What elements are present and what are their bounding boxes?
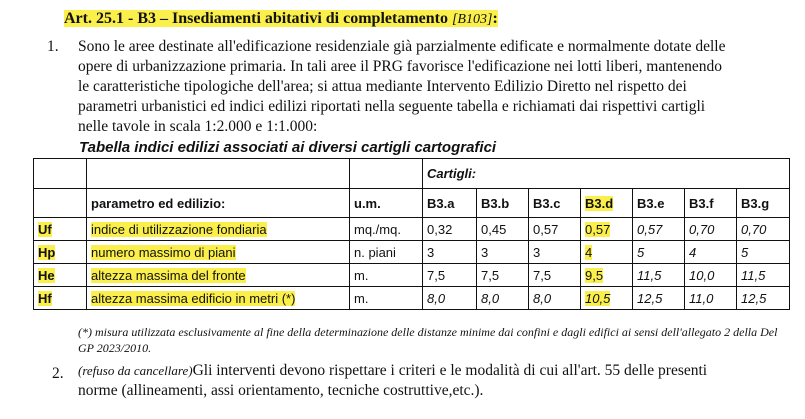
row-value: 12,5 bbox=[737, 287, 790, 310]
article-heading-text: Art. 25.1 - B3 – Insediamenti abitativi di completamento bbox=[64, 10, 448, 27]
row-value: 0,32 bbox=[423, 218, 477, 241]
paragraph-line: nelle tavole in scala 1:2.000 e 1:1.000: bbox=[78, 118, 318, 135]
row-value-highlight: 0,57 bbox=[585, 221, 611, 237]
row-value: 7,5 bbox=[529, 264, 581, 287]
column-header-row bbox=[34, 189, 790, 218]
column-header-b3-b: B3.b bbox=[477, 189, 529, 218]
row-value: 11,0 bbox=[685, 287, 737, 310]
row-unit: m. bbox=[350, 264, 423, 287]
table-row bbox=[34, 218, 790, 241]
table-row bbox=[34, 287, 790, 310]
row-value: 0,57 bbox=[529, 218, 581, 241]
paragraph-line: opere di urbanizzazione primaria. In tali aree il PRG favorisce l'edificazione nei lotti liberi, mantenendo bbox=[78, 58, 723, 75]
row-value-highlight: 10,5 bbox=[585, 290, 611, 306]
row-symbol-highlight: He bbox=[38, 267, 55, 283]
empty-cell bbox=[87, 159, 350, 189]
row-parameter bbox=[87, 241, 350, 264]
article-code: [B103] bbox=[451, 12, 493, 27]
column-header-b3-a: B3.a bbox=[423, 189, 477, 218]
column-header-b3-f: B3.f bbox=[685, 189, 737, 218]
row-parameter-highlight: indice di utilizzazione fondiaria bbox=[91, 221, 267, 237]
table-row bbox=[34, 264, 790, 287]
row-symbol bbox=[34, 241, 87, 264]
column-header-b3-e: B3.e bbox=[633, 189, 685, 218]
row-value: 8,0 bbox=[477, 287, 529, 310]
row-value bbox=[581, 287, 633, 310]
row-symbol bbox=[34, 218, 87, 241]
paragraph-2 bbox=[78, 361, 790, 401]
row-value-highlight: 4 bbox=[585, 244, 593, 260]
table-row bbox=[34, 241, 790, 264]
row-unit: m. bbox=[350, 287, 423, 310]
article-heading bbox=[64, 10, 498, 28]
column-header-b3-c: B3.c bbox=[529, 189, 581, 218]
highlighted-column-label: B3.d bbox=[585, 195, 614, 211]
row-parameter-highlight: altezza massima edificio in metri (*) bbox=[91, 290, 296, 306]
param-header: parametro ed edilizio: bbox=[87, 189, 350, 218]
row-parameter bbox=[87, 264, 350, 287]
paragraph-line: Sono le aree destinate all'edificazione residenziale già parzialmente edificate e normalmente dotate delle bbox=[78, 38, 726, 55]
column-header-b3-g: B3.g bbox=[737, 189, 790, 218]
column-header-b3-d bbox=[581, 189, 633, 218]
row-value: 8,0 bbox=[423, 287, 477, 310]
cartigli-header: Cartigli: bbox=[423, 159, 790, 189]
row-value: 10,0 bbox=[685, 264, 737, 287]
row-value: 7,5 bbox=[477, 264, 529, 287]
paragraph-line: parametri urbanistici ed indici edilizi riportati nella seguente tabella e richiamati dai rispettivi cartigli bbox=[78, 98, 706, 115]
row-value: 5 bbox=[737, 241, 790, 264]
row-value: 0,45 bbox=[477, 218, 529, 241]
row-unit: mq./mq. bbox=[350, 218, 423, 241]
indices-table bbox=[33, 158, 790, 310]
row-value: 7,5 bbox=[423, 264, 477, 287]
paragraph-number: 2. bbox=[52, 365, 64, 382]
row-symbol-highlight: Hf bbox=[38, 290, 52, 306]
table-title: Tabella indici edilizi associati ai diversi cartigli cartografici bbox=[79, 139, 497, 156]
row-value bbox=[581, 218, 633, 241]
paragraph-line: le caratteristiche tipologiche dell'area; si attua mediante Intervento Edilizio Diretto nel rispetto dei bbox=[78, 78, 687, 95]
row-value: 0,57 bbox=[633, 218, 685, 241]
row-value: 4 bbox=[685, 241, 737, 264]
paragraph-number: 1. bbox=[47, 38, 59, 55]
row-value: 3 bbox=[423, 241, 477, 264]
row-value: 8,0 bbox=[529, 287, 581, 310]
row-parameter bbox=[87, 218, 350, 241]
row-symbol bbox=[34, 264, 87, 287]
paragraph-1 bbox=[78, 37, 790, 137]
row-symbol-highlight: Uf bbox=[38, 221, 52, 237]
row-value: 11,5 bbox=[737, 264, 790, 287]
row-value: 3 bbox=[477, 241, 529, 264]
row-symbol-highlight: Hp bbox=[38, 244, 56, 260]
row-parameter bbox=[87, 287, 350, 310]
empty-cell bbox=[34, 159, 87, 189]
row-value: 0,70 bbox=[685, 218, 737, 241]
row-value bbox=[581, 264, 633, 287]
row-symbol bbox=[34, 287, 87, 310]
paragraph-line: Gli interventi devono rispettare i criteri e le modalità di cui all'art. 55 delle presenti bbox=[192, 362, 708, 379]
table-footnote: (*) misura utilizzata esclusivamente al fine della determinazione delle distanze minime dai confini e dagli edifici ai sensi dell'allegato 2 della Del GP 2023/2010. bbox=[78, 325, 778, 355]
empty-cell bbox=[350, 159, 423, 189]
empty-cell bbox=[34, 189, 87, 218]
row-unit: n. piani bbox=[350, 241, 423, 264]
unit-header: u.m. bbox=[350, 189, 423, 218]
row-value-highlight: 9,5 bbox=[585, 267, 604, 283]
article-colon: : bbox=[492, 10, 498, 27]
row-value: 5 bbox=[633, 241, 685, 264]
row-parameter-highlight: altezza massima del fronte bbox=[91, 267, 246, 283]
row-value bbox=[581, 241, 633, 264]
paragraph-line: norme (allineamenti, assi orientamento, tecniche costruttive,etc.). bbox=[78, 382, 484, 399]
row-value: 11,5 bbox=[633, 264, 685, 287]
paragraph-note: (refuso da cancellare) bbox=[78, 363, 193, 378]
row-value: 12,5 bbox=[633, 287, 685, 310]
table-header-row bbox=[34, 159, 790, 189]
row-parameter-highlight: numero massimo di piani bbox=[91, 244, 236, 260]
row-value: 3 bbox=[529, 241, 581, 264]
row-value: 0,70 bbox=[737, 218, 790, 241]
